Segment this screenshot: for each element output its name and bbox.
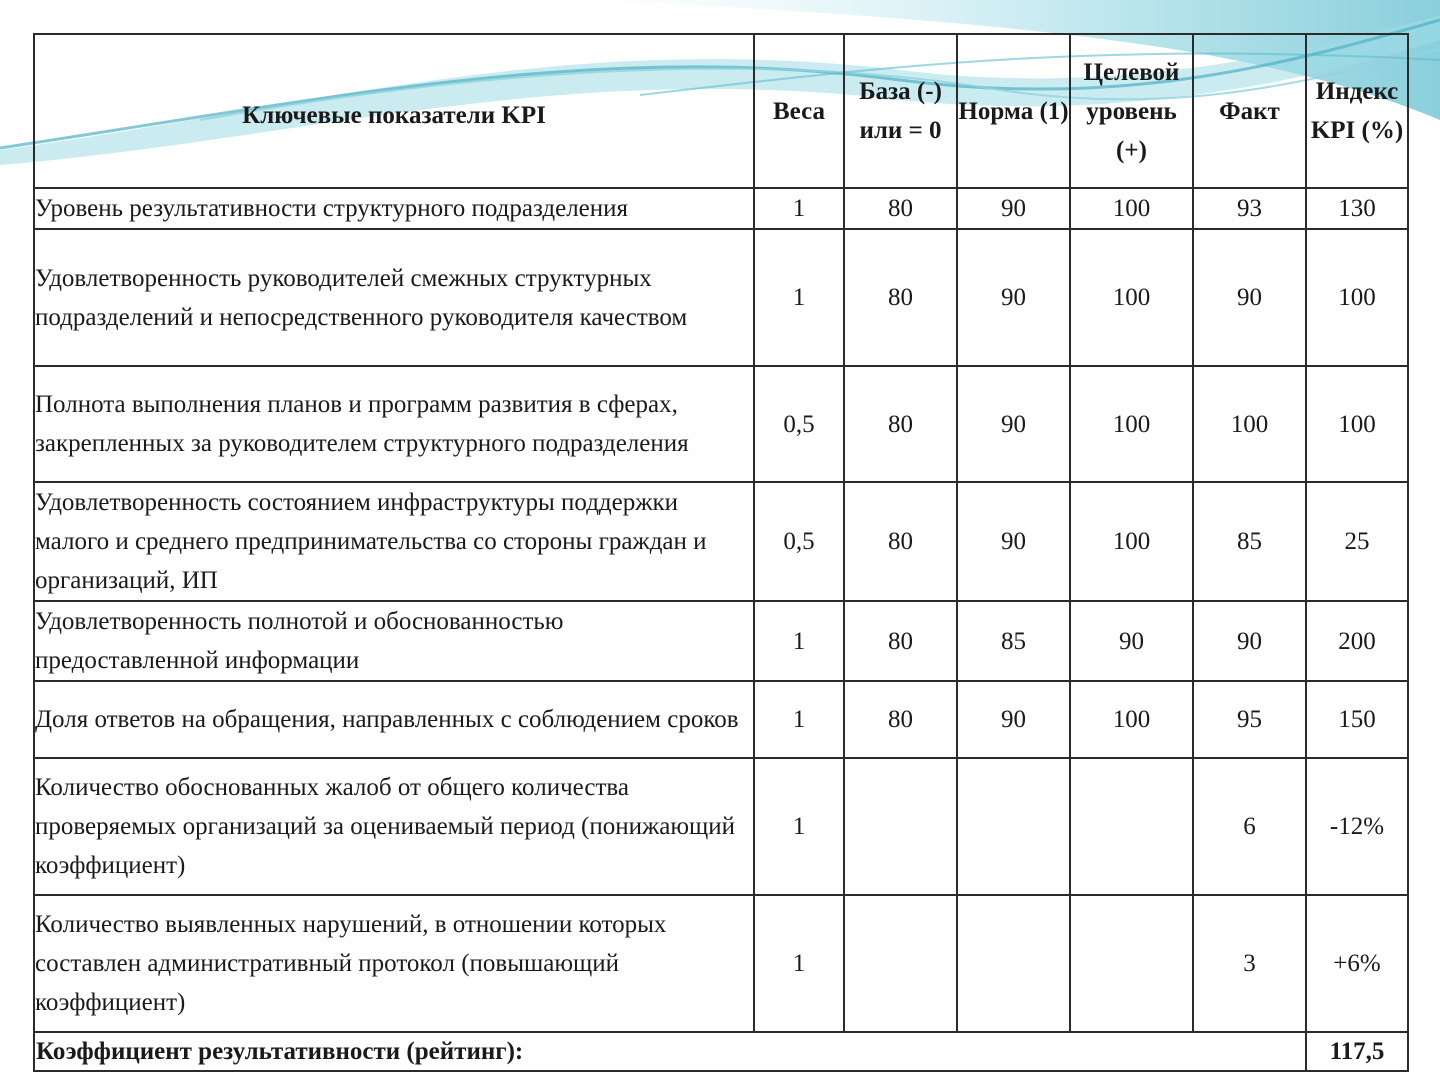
- row-fact: 85: [1193, 482, 1306, 601]
- row-fact: 6: [1193, 758, 1306, 895]
- row-kpi-index: 150: [1306, 681, 1408, 758]
- row-norm: 90: [957, 188, 1070, 229]
- table-row: [34, 482, 1408, 601]
- row-indicator: Удовлетворенность руководителей смежных структурных подразделений и непосредственного руководителя качеством: [34, 229, 754, 366]
- row-norm: 90: [957, 366, 1070, 482]
- row-fact: 90: [1193, 601, 1306, 681]
- row-indicator: Удовлетворенность состоянием инфраструктуры поддержки малого и среднего предпринимательства со стороны граждан и организаций, ИП: [34, 482, 754, 601]
- row-weight: 0,5: [754, 366, 844, 482]
- row-base: 80: [844, 601, 957, 681]
- row-norm: 90: [957, 482, 1070, 601]
- row-base: 80: [844, 229, 957, 366]
- row-norm: 90: [957, 681, 1070, 758]
- row-indicator: Полнота выполнения планов и программ развития в сферах, закрепленных за руководителем структурного подразделения: [34, 366, 754, 482]
- header-base: База (-) или = 0: [844, 34, 957, 188]
- row-fact: 93: [1193, 188, 1306, 229]
- row-target: 100: [1070, 188, 1193, 229]
- table-row: [34, 895, 1408, 1032]
- kpi-table: [33, 33, 1409, 1072]
- row-indicator: Уровень результативности структурного подразделения: [34, 188, 754, 229]
- row-indicator: Количество обоснованных жалоб от общего количества проверяемых организаций за оцениваемый период (понижающий коэффициент): [34, 758, 754, 895]
- row-indicator: Доля ответов на обращения, направленных с соблюдением сроков: [34, 681, 754, 758]
- row-kpi-index: 25: [1306, 482, 1408, 601]
- table-row: [34, 601, 1408, 681]
- row-base: 80: [844, 188, 957, 229]
- row-norm: 90: [957, 229, 1070, 366]
- header-row: [34, 34, 1408, 188]
- table-row: [34, 188, 1408, 229]
- row-fact: 3: [1193, 895, 1306, 1032]
- total-label: Коэффициент результативности (рейтинг):: [34, 1032, 1306, 1071]
- header-weight: Веса: [754, 34, 844, 188]
- header-norm: Норма (1): [957, 34, 1070, 188]
- row-target: 100: [1070, 229, 1193, 366]
- total-row: [34, 1032, 1408, 1071]
- row-fact: 90: [1193, 229, 1306, 366]
- row-norm: [957, 758, 1070, 895]
- row-base: 80: [844, 366, 957, 482]
- table-row: [34, 229, 1408, 366]
- row-weight: 1: [754, 681, 844, 758]
- header-kpi-index: Индекс KPI (%): [1306, 34, 1408, 188]
- row-kpi-index: 200: [1306, 601, 1408, 681]
- row-target: 90: [1070, 601, 1193, 681]
- header-target: Целевой уровень (+): [1070, 34, 1193, 188]
- row-kpi-index: 130: [1306, 188, 1408, 229]
- row-base: [844, 895, 957, 1032]
- table-row: [34, 758, 1408, 895]
- row-fact: 100: [1193, 366, 1306, 482]
- row-target: 100: [1070, 366, 1193, 482]
- row-norm: 85: [957, 601, 1070, 681]
- total-value: 117,5: [1306, 1032, 1408, 1071]
- row-weight: 1: [754, 229, 844, 366]
- row-target: [1070, 895, 1193, 1032]
- row-weight: 1: [754, 188, 844, 229]
- table-row: [34, 681, 1408, 758]
- row-base: [844, 758, 957, 895]
- row-indicator: Удовлетворенность полнотой и обоснованностью предоставленной информации: [34, 601, 754, 681]
- header-fact: Факт: [1193, 34, 1306, 188]
- header-indicator: Ключевые показатели KPI: [34, 34, 754, 188]
- row-norm: [957, 895, 1070, 1032]
- row-target: 100: [1070, 681, 1193, 758]
- row-weight: 0,5: [754, 482, 844, 601]
- row-base: 80: [844, 681, 957, 758]
- row-indicator: Количество выявленных нарушений, в отношении которых составлен административный протокол (повышающий коэффициент): [34, 895, 754, 1032]
- row-base: 80: [844, 482, 957, 601]
- row-kpi-index: 100: [1306, 229, 1408, 366]
- row-fact: 95: [1193, 681, 1306, 758]
- row-target: 100: [1070, 482, 1193, 601]
- row-kpi-index: 100: [1306, 366, 1408, 482]
- row-weight: 1: [754, 601, 844, 681]
- table-row: [34, 366, 1408, 482]
- row-kpi-index: -12%: [1306, 758, 1408, 895]
- row-weight: 1: [754, 895, 844, 1032]
- row-target: [1070, 758, 1193, 895]
- row-weight: 1: [754, 758, 844, 895]
- row-kpi-index: +6%: [1306, 895, 1408, 1032]
